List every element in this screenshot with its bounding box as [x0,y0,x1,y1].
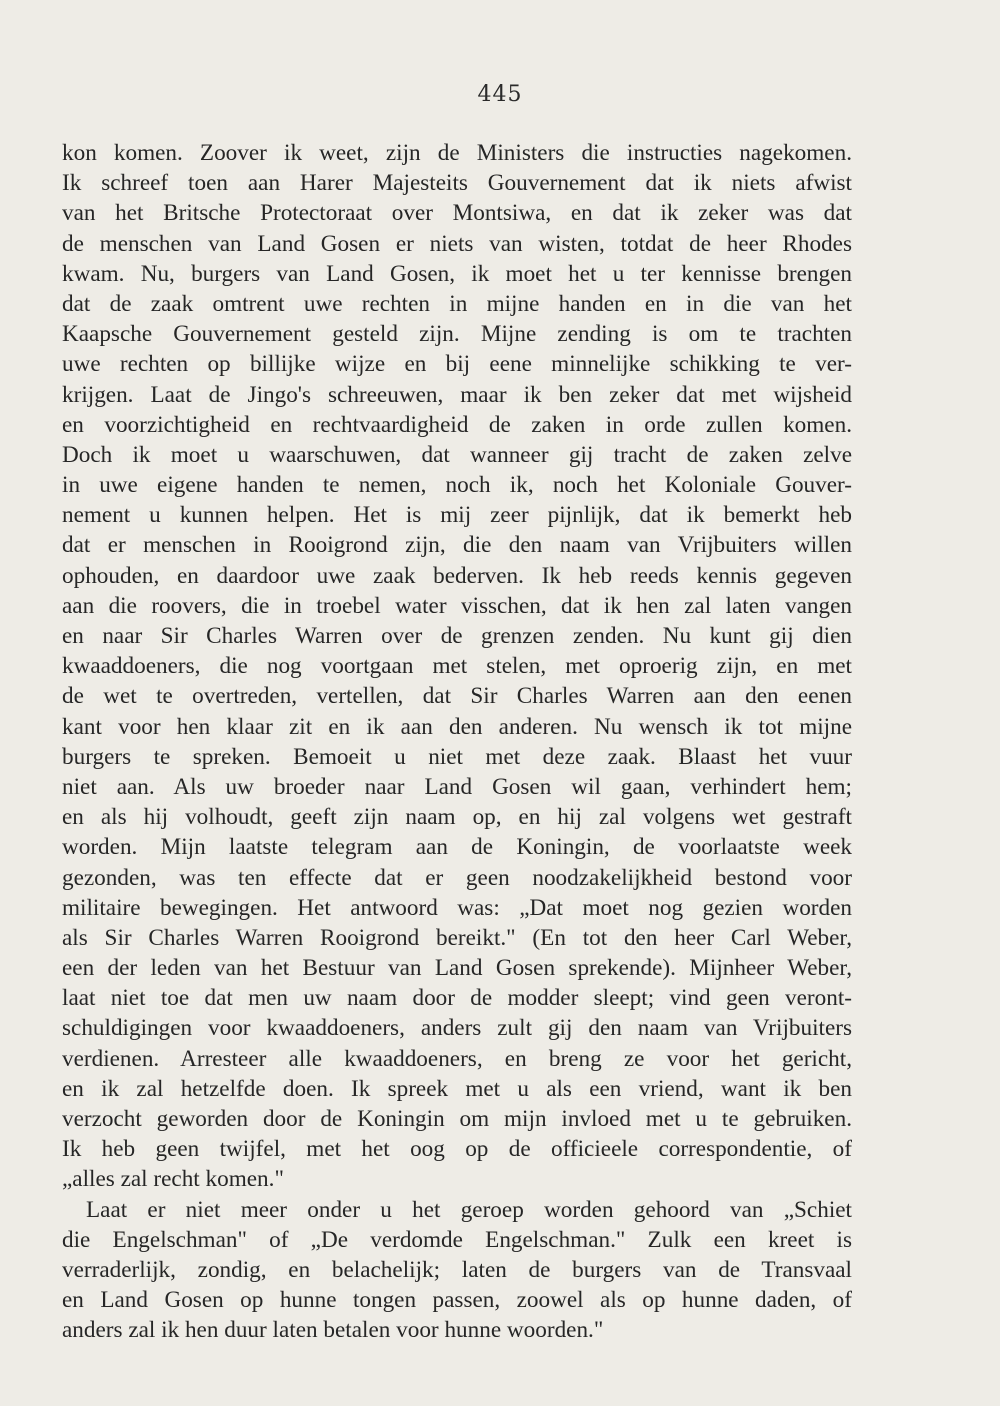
text-line: nement u kunnen helpen. Het is mij zeer pijnlijk, dat ik bemerkt heb [62,502,852,529]
text-line: en voorzichtigheid en rechtvaardigheid de zaken in orde zullen komen. [62,411,852,438]
text-line: ophouden, en daardoor uwe zaak bederven. Ik heb reeds kennis gegeven [62,562,852,589]
text-line: krijgen. Laat de Jingo's schreeuwen, maar ik ben zeker dat met wijsheid [62,381,852,408]
body-text [62,138,852,1346]
text-line: aan die roovers, die in troebel water visschen, dat ik hen zal laten vangen [62,592,852,619]
text-line: de wet te overtreden, vertellen, dat Sir Charles Warren aan den eenen [62,683,852,710]
text-line: dat de zaak omtrent uwe rechten in mijne handen en in die van het [62,290,852,317]
text-line: een der leden van het Bestuur van Land Gosen sprekende). Mijnheer Weber, [62,955,852,982]
text-line: dat er menschen in Rooigrond zijn, die den naam van Vrijbuiters willen [62,532,852,559]
text-line: „alles zal recht komen." [62,1166,284,1193]
text-line: niet aan. Als uw broeder naar Land Gosen wil gaan, verhindert hem; [62,773,852,800]
text-line: Ik schreef toen aan Harer Majesteits Gouvernement dat ik niets afwist [62,170,852,197]
text-line: van het Britsche Protectoraat over Montsiwa, en dat ik zeker was dat [62,200,852,227]
text-line: verdienen. Arresteer alle kwaaddoeners, en breng ze voor het gericht, [62,1045,852,1072]
text-line: gezonden, was ten effecte dat er geen noodzakelijkheid bestond voor [62,864,852,891]
text-line: in uwe eigene handen te nemen, noch ik, noch het Koloniale Gouver- [62,472,852,499]
text-line: worden. Mijn laatste telegram aan de Koningin, de voorlaatste week [62,834,852,861]
text-line: anders zal ik hen duur laten betalen voor hunne woorden." [62,1317,604,1344]
text-line: de menschen van Land Gosen er niets van wisten, totdat de heer Rhodes [62,230,852,257]
text-line: en ik zal hetzelfde doen. Ik spreek met u als een vriend, want ik ben [62,1075,852,1102]
text-line: Laat er niet meer onder u het geroep worden gehoord van „Schiet [86,1196,852,1223]
text-line: kant voor hen klaar zit en ik aan den anderen. Nu wensch ik tot mijne [62,713,852,740]
text-line: verraderlijk, zondig, en belachelijk; laten de burgers van de Transvaal [62,1256,852,1283]
text-line: militaire bewegingen. Het antwoord was: „Dat moet nog gezien worden [62,894,852,921]
text-line: kwam. Nu, burgers van Land Gosen, ik moet het u ter kennisse brengen [62,260,852,287]
page-number: 445 [477,82,523,107]
text-line: laat niet toe dat men uw naam door de modder sleept; vind geen veront- [62,985,852,1012]
text-line: uwe rechten op billijke wijze en bij eene minnelijke schikking te ver- [62,351,852,378]
text-line: kon komen. Zoover ik weet, zijn de Ministers die instructies nagekomen. [62,140,852,166]
text-line: kwaaddoeners, die nog voortgaan met stelen, met oproerig zijn, en met [62,653,852,680]
text-line: Ik heb geen twijfel, met het oog op de officieele correspondentie, of [62,1136,852,1163]
text-line: Kaapsche Gouvernement gesteld zijn. Mijne zending is om te trachten [62,321,852,348]
text-line: Doch ik moet u waarschuwen, dat wanneer gij tracht de zaken zelve [62,441,852,468]
text-line: schuldigingen voor kwaaddoeners, anders zult gij den naam van Vrijbuiters [62,1015,852,1042]
text-line: en naar Sir Charles Warren over de grenzen zenden. Nu kunt gij dien [62,623,852,649]
text-line: verzocht geworden door de Koningin om mijn invloed met u te gebruiken. [62,1106,852,1132]
text-line: en Land Gosen op hunne tongen passen, zoowel als op hunne daden, of [62,1287,852,1314]
text-line: burgers te spreken. Bemoeit u niet met deze zaak. Blaast het vuur [62,743,852,770]
text-line: die Engelschman" of „De verdomde Engelschman." Zulk een kreet is [62,1226,852,1253]
text-line: als Sir Charles Warren Rooigrond bereikt." (En tot den heer Carl Weber, [62,924,852,951]
text-line: en als hij volhoudt, geeft zijn naam op, en hij zal volgens wet gestraft [62,804,852,831]
